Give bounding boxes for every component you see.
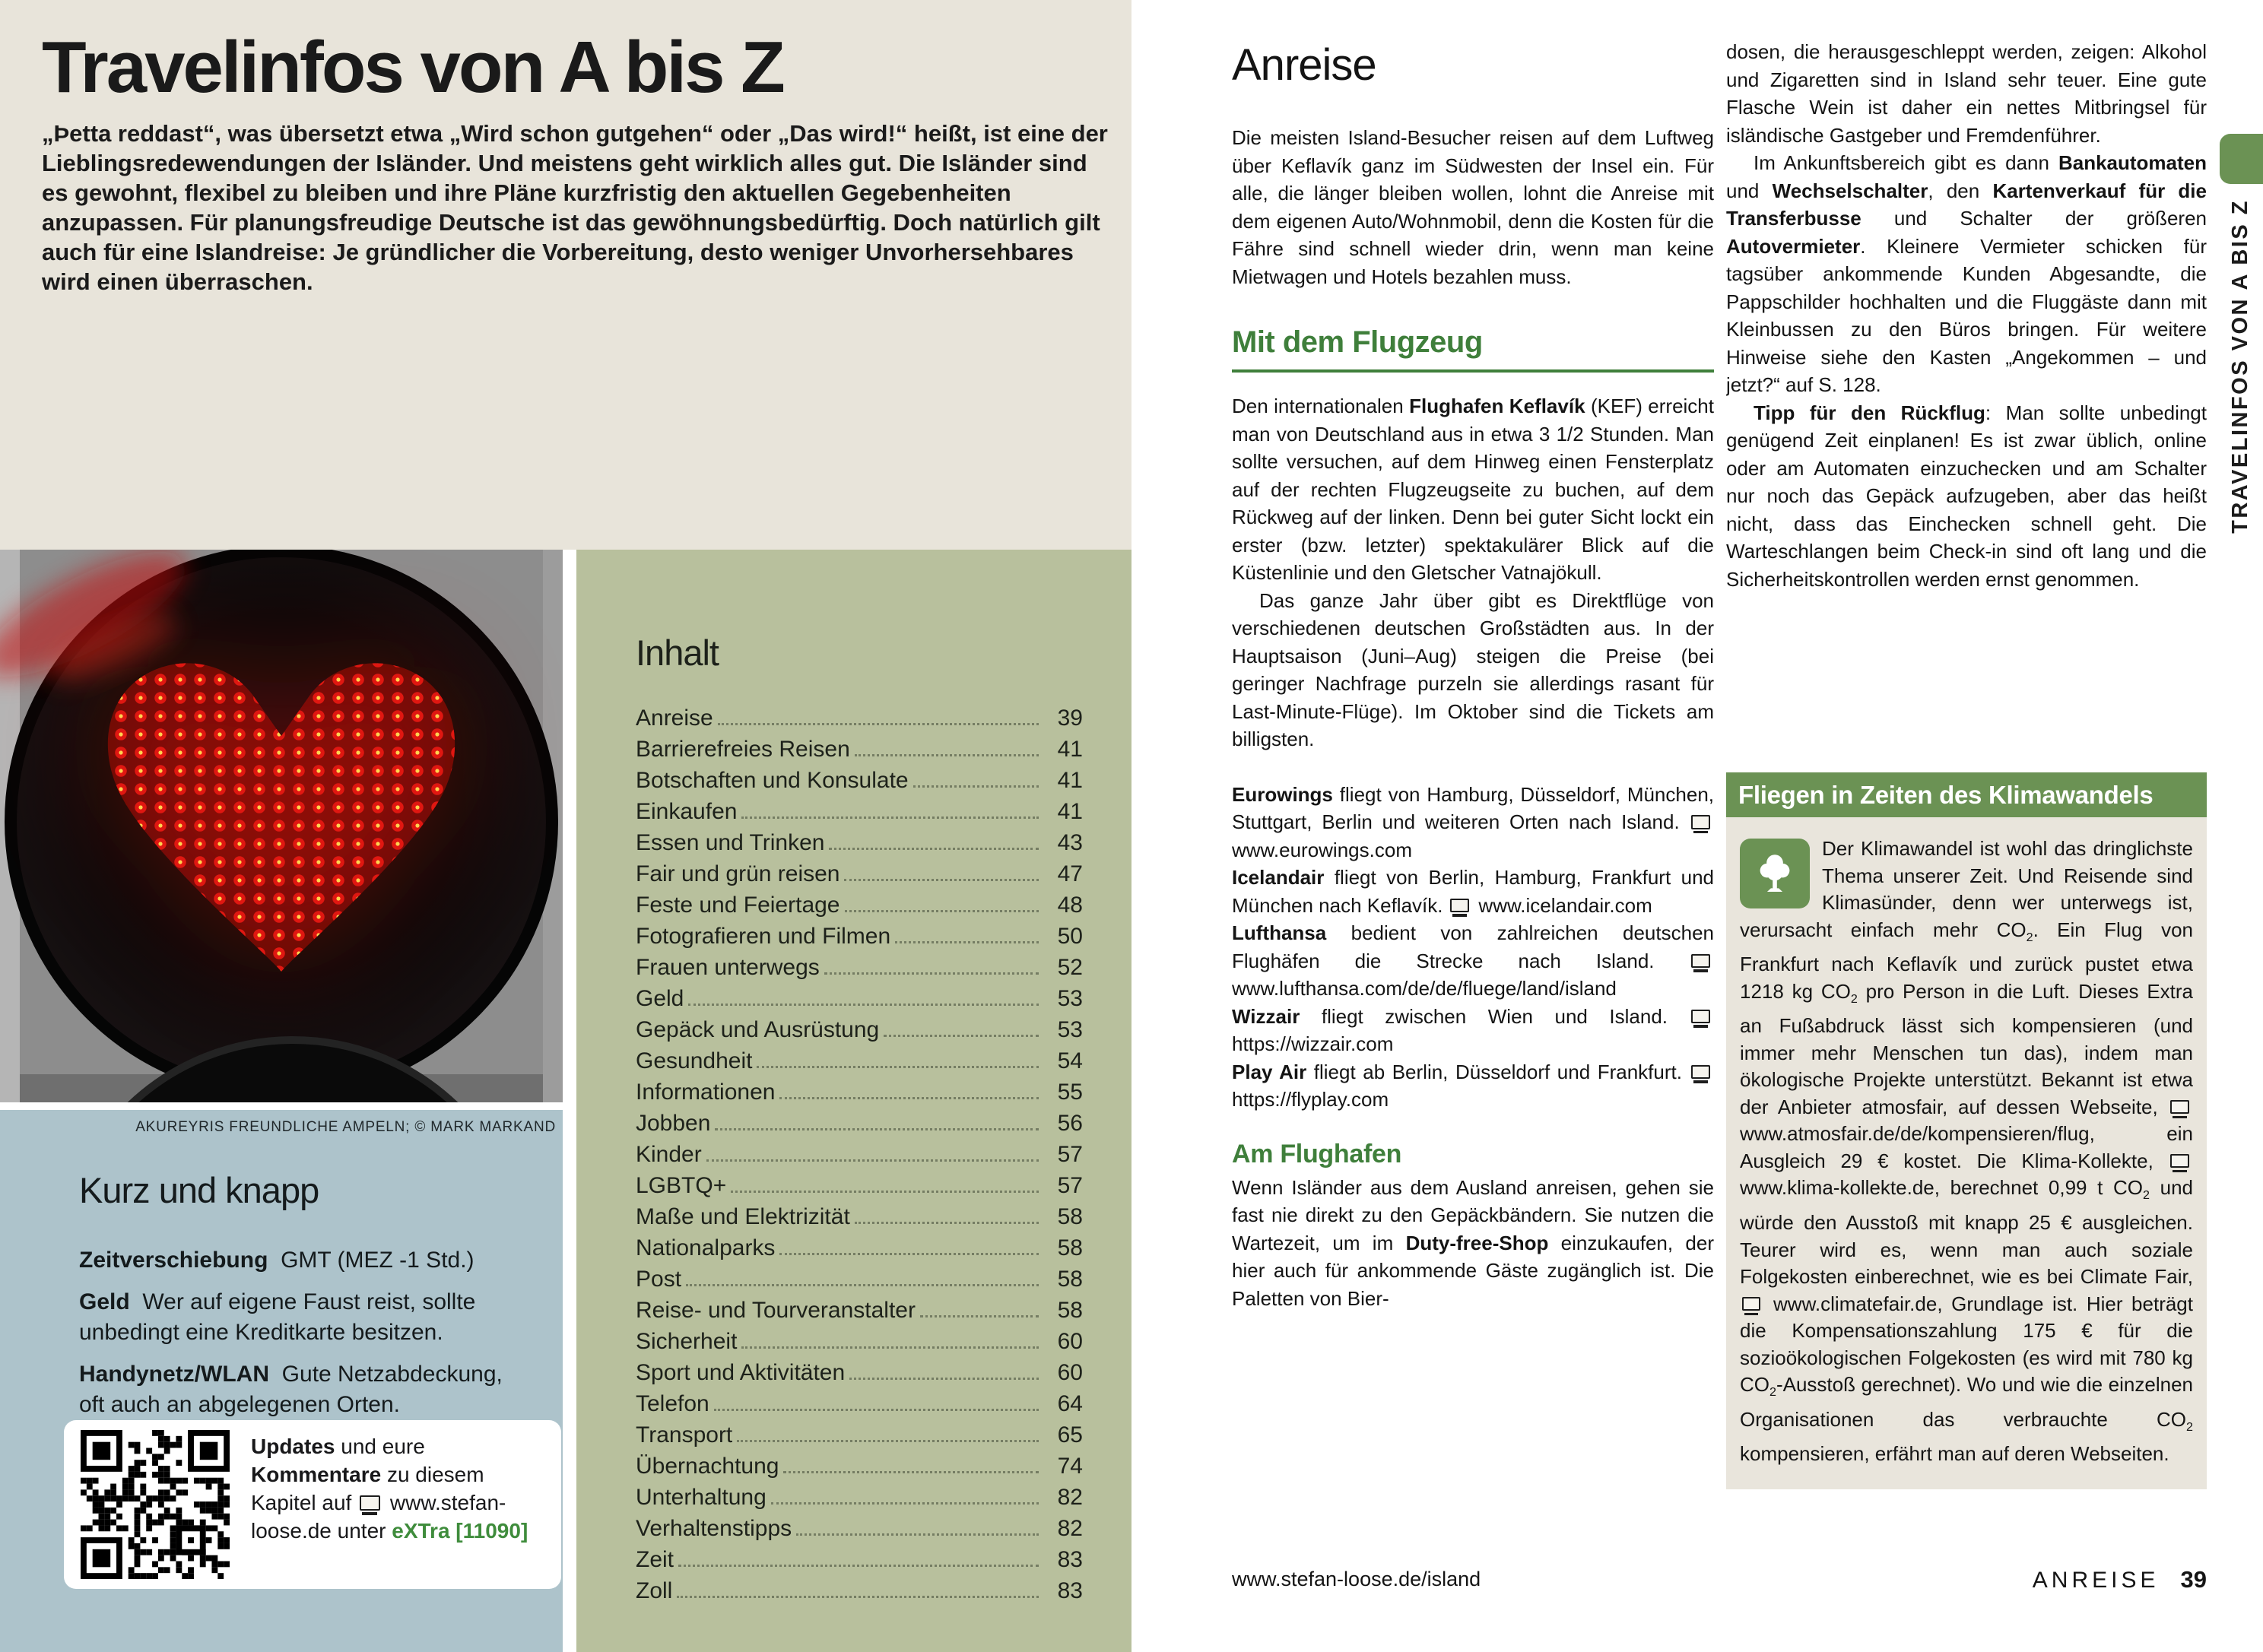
- toc-dotted-leader: [771, 1502, 1039, 1505]
- toc-item-label: Barrierefreies Reisen: [636, 737, 850, 762]
- toc-dotted-leader: [686, 1284, 1039, 1286]
- qr-note: Updates und eure Kommentare zu diesem Kapitel auf www.stefan-loose.de unter eXTra [11090]: [251, 1435, 528, 1543]
- footer-page-number: 39: [2180, 1566, 2207, 1593]
- toc-item-label: Verhaltenstipps: [636, 1516, 792, 1541]
- toc-dotted-leader: [677, 1596, 1039, 1598]
- toc-item: [636, 1111, 1083, 1142]
- toc-dotted-leader: [895, 941, 1039, 943]
- toc-item-page: 65: [1057, 1422, 1083, 1447]
- article-paragraph: dosen, die herausgeschleppt werden, zeigen: Alkohol und Zigaretten sind in Island sehr teuer. Eine gute Flasche Wein ist daher ein nettes Mitbringsel für isländische Gastgeber und Fremdenführer.: [1726, 40, 2207, 147]
- fact-money: [79, 1287, 528, 1348]
- toc-dotted-leader: [737, 1440, 1039, 1442]
- toc-item-page: 41: [1057, 737, 1083, 762]
- toc-item-page: 39: [1057, 706, 1083, 731]
- toc-item-label: LGBTQ+: [636, 1173, 727, 1198]
- fact-timezone-value: GMT (MEZ -1 Std.): [281, 1248, 474, 1273]
- airline-entry: Icelandair fliegt von Berlin, Hamburg, Frankfurt und München nach Keflavík. www.icelandair.com: [1232, 866, 1714, 917]
- toc-item-page: 64: [1057, 1391, 1083, 1416]
- toc-dotted-leader: [884, 1035, 1039, 1037]
- toc-dotted-leader: [706, 1159, 1039, 1162]
- computer-icon: [1450, 899, 1469, 912]
- toc-item-page: 74: [1057, 1454, 1083, 1479]
- toc-item-label: Reise- und Tourveranstalter: [636, 1298, 916, 1323]
- toc-item-label: Frauen unterwegs: [636, 955, 820, 980]
- toc-item-page: 82: [1057, 1516, 1083, 1541]
- toc-item-page: 54: [1057, 1048, 1083, 1073]
- toc-item-page: 41: [1057, 799, 1083, 824]
- section-heading-flugzeug: Mit dem Flugzeug: [1232, 325, 1714, 373]
- computer-icon: [360, 1495, 380, 1511]
- toc-item-label: Kinder: [636, 1142, 702, 1167]
- article-paragraph: Im Ankunftsbereich gibt es dann Bankautomaten und Wechselschalter, den Kartenverkauf für die Transferbusse und Schalter der größeren Autovermieter. Kleinere Vermieter schicken für tagsüber ankommende Kunden Abgesandte, die Pappschilder hochhalten und die Fluggäste dann mit Kleinbussen zu den Büros bringen. Für weitere Hinweise siehe den Kasten „Angekommen – und jetzt?“ auf S. 128.: [1726, 151, 2207, 396]
- toc-dotted-leader: [678, 1565, 1039, 1567]
- computer-icon: [1691, 1065, 1710, 1079]
- climate-info-box: [1726, 772, 2207, 1489]
- computer-icon: [1691, 954, 1710, 968]
- toc-item-page: 83: [1057, 1547, 1083, 1572]
- toc-item-label: Fotografieren und Filmen: [636, 924, 891, 949]
- facts-box: [0, 1110, 563, 1652]
- toc-dotted-leader: [688, 1004, 1039, 1006]
- fact-network-label: Handynetz/WLAN: [79, 1362, 269, 1387]
- article-paragraph: Tipp für den Rückflug: Man sollte unbedingt genügend Zeit einplanen! Es ist zwar üblich, online oder am Automaten einzuchecken und am Schalter nur noch das Gepäck aufzugeben, aber das heißt nicht, dass das Einchecken schnell geht. Die Warteschlangen beim Check-in sind oft lang und die Sicherheitskontrollen werden ernst genommen.: [1726, 401, 2207, 591]
- toc-dotted-leader: [714, 1409, 1039, 1411]
- toc-dotted-leader: [845, 910, 1039, 912]
- toc-item-label: Maße und Elektrizität: [636, 1204, 850, 1229]
- airline-entry: Lufthansa bedient von zahlreichen deutschen Flughäfen die Strecke nach Island. www.lufthansa.com/de/de/fluege/land/island: [1232, 921, 1714, 1000]
- toc-item-label: Essen und Trinken: [636, 830, 825, 855]
- toc-item-label: Sicherheit: [636, 1329, 738, 1354]
- toc-item-page: 58: [1057, 1235, 1083, 1260]
- toc-dotted-leader: [824, 972, 1039, 975]
- toc-item: [636, 706, 1083, 737]
- toc-item-label: Unterhaltung: [636, 1485, 766, 1510]
- toc-item-page: 58: [1057, 1267, 1083, 1292]
- toc-item-page: 57: [1057, 1142, 1083, 1167]
- toc-item-page: 58: [1057, 1298, 1083, 1323]
- chapter-tab-label: TRAVELINFOS VON A BIS Z: [2228, 199, 2252, 534]
- toc-dotted-leader: [779, 1097, 1039, 1099]
- toc-item-label: Zoll: [636, 1578, 673, 1603]
- toc-heading: Inhalt: [636, 633, 719, 673]
- toc-item-page: 60: [1057, 1329, 1083, 1354]
- toc-item: [636, 1298, 1083, 1329]
- climate-box-body: [1726, 817, 2207, 1489]
- toc-item-page: 60: [1057, 1360, 1083, 1385]
- toc-dotted-leader: [855, 754, 1039, 756]
- toc-item: [636, 768, 1083, 799]
- toc-item-label: Informationen: [636, 1080, 776, 1105]
- toc-item: [636, 1048, 1083, 1080]
- toc-dotted-leader: [849, 1378, 1039, 1380]
- toc-item-label: Gepäck und Ausrüstung: [636, 1017, 880, 1042]
- toc-item-label: Übernachtung: [636, 1454, 779, 1479]
- toc-item: [636, 1204, 1083, 1235]
- toc-dotted-leader: [715, 1128, 1039, 1130]
- toc-item: [636, 1142, 1083, 1173]
- article-column: [1232, 0, 1714, 1554]
- toc-item-label: Feste und Feiertage: [636, 893, 840, 918]
- fact-timezone-label: Zeitverschiebung: [79, 1248, 268, 1273]
- toc-item: [636, 1485, 1083, 1516]
- toc-item: [636, 1360, 1083, 1391]
- section-heading-flughafen: Am Flughafen: [1232, 1139, 1402, 1168]
- toc-item-label: Gesundheit: [636, 1048, 753, 1073]
- airline-entry: Wizzair fliegt zwischen Wien und Island. https://wizzair.com: [1232, 1003, 1714, 1058]
- fact-network: [79, 1359, 528, 1420]
- toc-item: [636, 1017, 1083, 1048]
- toc-item: [636, 986, 1083, 1017]
- toc-item-label: Telefon: [636, 1391, 709, 1416]
- toc-item-page: 43: [1057, 830, 1083, 855]
- footer-website: www.stefan-loose.de/island: [1232, 1568, 1481, 1590]
- toc-item-page: 53: [1057, 986, 1083, 1011]
- toc-dotted-leader: [796, 1533, 1039, 1536]
- computer-icon: [2170, 1100, 2189, 1114]
- toc-item-label: Nationalparks: [636, 1235, 776, 1260]
- toc-item-label: Transport: [636, 1422, 733, 1447]
- toc-item-label: Sport und Aktivitäten: [636, 1360, 846, 1385]
- toc-dotted-leader: [757, 1066, 1039, 1068]
- airline-list: [1232, 781, 1714, 1114]
- toc-dotted-leader: [829, 848, 1039, 850]
- fact-timezone: [79, 1245, 528, 1276]
- toc-item: [636, 1235, 1083, 1267]
- airline-entry: Play Air fliegt ab Berlin, Düsseldorf und Frankfurt. https://flyplay.com: [1232, 1058, 1714, 1114]
- toc-item: [636, 1267, 1083, 1298]
- computer-icon: [1691, 1010, 1710, 1023]
- toc-item: [636, 1329, 1083, 1360]
- toc-item-page: 48: [1057, 893, 1083, 918]
- traffic-light-heart-illustration: [0, 550, 563, 1102]
- toc-item-label: Botschaften und Konsulate: [636, 768, 909, 793]
- toc-item-page: 52: [1057, 955, 1083, 980]
- toc-item-label: Post: [636, 1267, 682, 1292]
- article-paragraph: Das ganze Jahr über gibt es Direktflüge von verschiedenen deutschen Großstädten aus. In der Hauptsaison (Juni–Aug) steigen die Preise (bei geringer Nachfrage purzeln sie allerdings rasant für Last-Minute-Flüge). Im Oktober sind die Tickets am billigsten.: [1232, 588, 1714, 750]
- climate-box-heading: Fliegen in Zeiten des Klimawandels: [1726, 772, 2207, 817]
- toc-dotted-leader: [913, 785, 1039, 788]
- toc-item: [636, 1422, 1083, 1454]
- article-paragraph: Den internationalen Flughafen Keflavík (KEF) erreicht man von Deutschland aus in etwa 3 1/2 Stunden. Man sollte versuchen, auf dem Hinweg einen Fensterplatz auf der rechten Flugzeugseite zu buchen, auf dem Rückweg auf der linken. Denn bei guter Sicht lockt ein erster (bzw. letzter) spektakulärer Blick auf die Küstenlinie und den Gletscher Vatnajökull.: [1232, 395, 1714, 584]
- qr-code: [81, 1430, 230, 1579]
- toc-item: [636, 955, 1083, 986]
- toc-item: [636, 1516, 1083, 1547]
- climate-box-text: Der Klimawandel ist wohl das dringlichste Thema unserer Zeit. Und Reisende sind Klimasünder, denn wer unterwegs ist, verursacht einfach mehr $CO_2$. Ein Flug von Frankfurt nach Keflavík und zurück pustet etwa 1218 kg $CO_2$ pro Person in die Luft. Dieses Extra an Fußabdruck lässt sich kompensieren (und immer mehr Menschen tun das), indem man ökologische Projekte unterstützt. Bekannt ist etwa der Anbieter atmosfair, auf dessen Webseite, www.atmosfair.de/de/kompensieren/flug, ein Ausgleich 29 € kostet. Die Klima-Kollekte, www.klima-kollekte.de, berechnet 0,99 t $CO_2$ und würde den Ausstoß mit knapp 25 € ausgleichen. Teurer wird es, wenn man auch soziale Folgekosten einberechnet, wie es bei Climate Fair, www.climatefair.de, Grundlage ist. Hier beträgt die Kompensationszahlung 175 € für die sozioökologischen Folgekosten (es wird mit 780 kg $CO_2$-Ausstoß gerechnet). Wo und wie die einzelnen Organisationen das verbrauchte $CO_2$ kompensieren, erfährt man auf deren Webseiten.: [1740, 837, 2194, 1466]
- toc-item: [636, 1578, 1083, 1609]
- toc-item: [636, 861, 1083, 893]
- toc-dotted-leader: [844, 879, 1039, 881]
- footer-chapter: [1726, 1566, 2207, 1593]
- toc-item-page: 41: [1057, 768, 1083, 793]
- fact-network-value: Gute Netzabdeckung, oft auch an abgelegenen Orten.: [79, 1362, 503, 1417]
- page-title: Travelinfos von A bis Z: [42, 27, 783, 108]
- toc-item-page: 47: [1057, 861, 1083, 886]
- toc-item: [636, 1391, 1083, 1422]
- article-paragraph: Die meisten Island-Besucher reisen auf dem Luftweg über Keflavík ganz im Südwesten der Insel ein. Für alle, die länger bleiben wollen, lohnt die Anreise mit dem eigenen Auto/Wohnmobil, denn die Kosten für die Fähre sind schnell wieder drin, wenn man keine Mietwagen und Hotels bezahlen muss.: [1232, 126, 1714, 288]
- toc-item-page: 82: [1057, 1485, 1083, 1510]
- computer-icon: [1742, 1297, 1761, 1311]
- toc-item: [636, 1454, 1083, 1485]
- fact-money-value: Wer auf eigene Faust reist, sollte unbedingt eine Kreditkarte besitzen.: [79, 1289, 476, 1345]
- toc-item-label: Zeit: [636, 1547, 674, 1572]
- toc-dotted-leader: [855, 1222, 1039, 1224]
- facts-entries: [79, 1245, 528, 1432]
- toc-dotted-leader: [741, 816, 1039, 819]
- tree-icon: [1740, 839, 1810, 908]
- toc-item-page: 57: [1057, 1173, 1083, 1198]
- toc-item-page: 53: [1057, 1017, 1083, 1042]
- fact-money-label: Geld: [79, 1289, 130, 1314]
- toc-item-page: 55: [1057, 1080, 1083, 1105]
- photo-credit: AKUREYRIS FREUNDLICHE AMPELN; © MARK MARKAND: [135, 1119, 556, 1135]
- computer-icon: [2170, 1154, 2189, 1168]
- toc-item: [636, 924, 1083, 955]
- toc-item: [636, 1547, 1083, 1578]
- qr-card: [64, 1420, 561, 1589]
- left-header-panel: [0, 0, 1132, 550]
- facts-heading: Kurz und knapp: [79, 1170, 319, 1210]
- toc-item: [636, 799, 1083, 830]
- airline-entry: Eurowings fliegt von Hamburg, Düsseldorf, München, Stuttgart, Berlin und weiteren Orten nach Island. www.eurowings.com: [1232, 782, 1714, 861]
- toc-item: [636, 737, 1083, 768]
- article-heading: Anreise: [1232, 40, 1376, 90]
- toc-item-page: 56: [1057, 1111, 1083, 1136]
- toc-item-page: 58: [1057, 1204, 1083, 1229]
- toc-item-label: Anreise: [636, 706, 713, 731]
- toc-dotted-leader: [783, 1471, 1039, 1473]
- computer-icon: [1691, 815, 1710, 829]
- toc-dotted-leader: [741, 1346, 1039, 1349]
- toc-item: [636, 830, 1083, 861]
- toc-item-label: Fair und grün reisen: [636, 861, 840, 886]
- right-column: [1726, 0, 2207, 765]
- toc-item: [636, 1173, 1083, 1204]
- footer-chapter-label: ANREISE: [2032, 1568, 2160, 1593]
- toc-item-page: 50: [1057, 924, 1083, 949]
- toc-item-label: Einkaufen: [636, 799, 738, 824]
- toc-item: [636, 893, 1083, 924]
- toc-item-label: Jobben: [636, 1111, 711, 1136]
- article-paragraph: Wenn Isländer aus dem Ausland anreisen, gehen sie fast nie direkt zu den Gepäckbändern. Sie nutzen die Wartezeit, um im Duty-free-Shop einzukaufen, der hier auch für ankommende Gäste zugänglich ist. Die Paletten von Bier-: [1232, 1175, 1714, 1310]
- toc-box: [576, 550, 1132, 1652]
- chapter-tab-marker: [2220, 134, 2263, 184]
- toc-dotted-leader: [718, 723, 1039, 725]
- traffic-light-photo: [0, 550, 563, 1102]
- toc-list: [636, 706, 1083, 1609]
- intro-text: „Þetta reddast“, was übersetzt etwa „Wird schon gutgehen“ oder „Das wird!“ heißt, ist eine der Lieblingsredewendungen der Isländer. Und meistens geht wirklich alles gut. Die Isländer sind es gewohnt, flexibel zu bleiben und ihre Pläne kurzfristig den aktuellen Gegebenheiten anzupassen. Für planungsfreudige Deutsche ist das gewöhnungsbedürftig. Doch natürlich gilt auch für eine Islandreise: Je gründlicher die Vorbereitung, desto weniger Unvorhersehbares wird einen überraschen.: [42, 120, 1108, 295]
- toc-item: [636, 1080, 1083, 1111]
- toc-dotted-leader: [920, 1315, 1039, 1317]
- toc-item-label: Geld: [636, 986, 684, 1011]
- toc-item-page: 83: [1057, 1578, 1083, 1603]
- toc-dotted-leader: [779, 1253, 1039, 1255]
- toc-dotted-leader: [731, 1191, 1039, 1193]
